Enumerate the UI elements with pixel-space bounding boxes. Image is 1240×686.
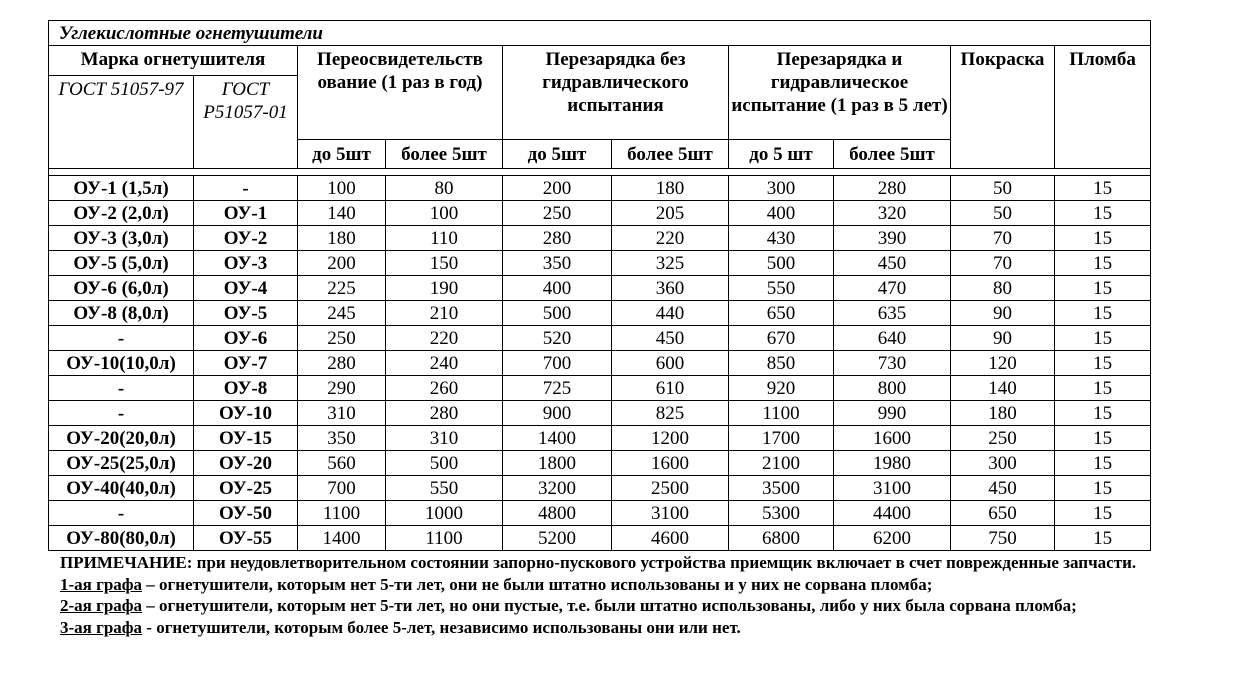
cell-price: 520	[503, 326, 612, 351]
cell-brand-gost1: ОУ-10(10,0л)	[49, 351, 194, 376]
cell-price: 450	[951, 476, 1055, 501]
subheader-cell: до 5шт	[503, 140, 612, 169]
cell-price: 250	[298, 326, 386, 351]
cell-price: 730	[834, 351, 951, 376]
cell-price: 80	[951, 276, 1055, 301]
cell-price: 50	[951, 176, 1055, 201]
cell-price: 15	[1055, 201, 1151, 226]
cell-brand-gost1: -	[49, 401, 194, 426]
cell-brand-gost2: ОУ-8	[194, 376, 298, 401]
cell-brand-gost2: ОУ-3	[194, 251, 298, 276]
cell-price: 750	[951, 526, 1055, 551]
cell-price: 50	[951, 201, 1055, 226]
cell-price: 15	[1055, 476, 1151, 501]
cell-price: 310	[298, 401, 386, 426]
cell-price: 190	[386, 276, 503, 301]
cell-price: 350	[503, 251, 612, 276]
cell-price: 550	[386, 476, 503, 501]
cell-price: 6200	[834, 526, 951, 551]
cell-price: 180	[951, 401, 1055, 426]
table-row	[49, 226, 1151, 251]
note-column-2	[60, 595, 1180, 617]
cell-price: 1100	[729, 401, 834, 426]
cell-price: 1980	[834, 451, 951, 476]
table-row	[49, 376, 1151, 401]
cell-price: 210	[386, 301, 503, 326]
cell-price: 850	[729, 351, 834, 376]
header-gost-1: ГОСТ 51057-97	[49, 76, 194, 169]
header-recharge-no-test: Перезарядка без гидравлического испытания	[503, 46, 729, 140]
cell-brand-gost1: ОУ-3 (3,0л)	[49, 226, 194, 251]
cell-price: 4800	[503, 501, 612, 526]
cell-price: 350	[298, 426, 386, 451]
cell-price: 260	[386, 376, 503, 401]
cell-price: 15	[1055, 376, 1151, 401]
cell-price: 290	[298, 376, 386, 401]
table-row	[49, 301, 1151, 326]
cell-brand-gost1: -	[49, 501, 194, 526]
note-column-1	[60, 574, 1180, 596]
cell-price: 560	[298, 451, 386, 476]
cell-price: 15	[1055, 401, 1151, 426]
cell-price: 280	[503, 226, 612, 251]
cell-price: 900	[503, 401, 612, 426]
cell-brand-gost1: ОУ-25(25,0л)	[49, 451, 194, 476]
cell-price: 90	[951, 326, 1055, 351]
table-row	[49, 401, 1151, 426]
cell-price: 300	[729, 176, 834, 201]
cell-brand-gost1: ОУ-80(80,0л)	[49, 526, 194, 551]
cell-price: 3100	[612, 501, 729, 526]
notes-block	[60, 552, 1180, 638]
cell-price: 450	[612, 326, 729, 351]
cell-price: 640	[834, 326, 951, 351]
cell-price: 1700	[729, 426, 834, 451]
cell-price: 140	[951, 376, 1055, 401]
note-column-1-label: 1-ая графа	[60, 574, 143, 594]
cell-price: 400	[729, 201, 834, 226]
cell-price: 300	[951, 451, 1055, 476]
cell-price: 450	[834, 251, 951, 276]
cell-price: 430	[729, 226, 834, 251]
cell-brand-gost2: ОУ-20	[194, 451, 298, 476]
cell-brand-gost2: ОУ-50	[194, 501, 298, 526]
cell-price: 550	[729, 276, 834, 301]
cell-brand-gost1: ОУ-8 (8,0л)	[49, 301, 194, 326]
cell-price: 140	[298, 201, 386, 226]
cell-brand-gost2: ОУ-15	[194, 426, 298, 451]
table-row	[49, 476, 1151, 501]
cell-price: 825	[612, 401, 729, 426]
cell-price: 1000	[386, 501, 503, 526]
cell-price: 15	[1055, 226, 1151, 251]
cell-price: 470	[834, 276, 951, 301]
cell-brand-gost1: ОУ-5 (5,0л)	[49, 251, 194, 276]
cell-price: 110	[386, 226, 503, 251]
cell-price: 500	[729, 251, 834, 276]
cell-brand-gost2: ОУ-7	[194, 351, 298, 376]
header-seal: Пломба	[1055, 46, 1151, 169]
cell-price: 3200	[503, 476, 612, 501]
cell-price: 15	[1055, 426, 1151, 451]
cell-price: 100	[386, 201, 503, 226]
cell-price: 1400	[298, 526, 386, 551]
cell-price: 3100	[834, 476, 951, 501]
cell-price: 240	[386, 351, 503, 376]
cell-price: 200	[298, 251, 386, 276]
header-gost-2: ГОСТ Р51057-01	[194, 76, 298, 169]
cell-price: 500	[386, 451, 503, 476]
table-title: Углекислотные огнетушители	[49, 21, 1151, 46]
cell-price: 5200	[503, 526, 612, 551]
header-spacer	[49, 169, 1151, 176]
cell-brand-gost1: ОУ-6 (6,0л)	[49, 276, 194, 301]
cell-price: 400	[503, 276, 612, 301]
cell-price: 5300	[729, 501, 834, 526]
cell-price: 320	[834, 201, 951, 226]
table-row	[49, 276, 1151, 301]
cell-brand-gost2: -	[194, 176, 298, 201]
cell-brand-gost1: ОУ-1 (1,5л)	[49, 176, 194, 201]
note-column-2-text: – огнетушители, которым нет 5-ти лет, но они пустые, т.е. были штатно использованы, либо у них была сорвана пломба;	[142, 596, 1077, 615]
cell-brand-gost2: ОУ-55	[194, 526, 298, 551]
cell-brand-gost2: ОУ-25	[194, 476, 298, 501]
cell-price: 180	[612, 176, 729, 201]
cell-price: 1100	[386, 526, 503, 551]
cell-price: 1600	[834, 426, 951, 451]
cell-price: 650	[729, 301, 834, 326]
cell-price: 220	[386, 326, 503, 351]
cell-price: 15	[1055, 501, 1151, 526]
cell-price: 700	[503, 351, 612, 376]
cell-price: 70	[951, 251, 1055, 276]
header-recharge-test: Перезарядка и гидравлическое испытание (1 раз в 5 лет)	[729, 46, 951, 140]
cell-brand-gost2: ОУ-4	[194, 276, 298, 301]
cell-brand-gost1: -	[49, 376, 194, 401]
note-column-1-text: – огнетушители, которым нет 5-ти лет, они не были штатно использованы и у них не сорвана пломба;	[142, 574, 933, 594]
cell-price: 280	[386, 401, 503, 426]
cell-brand-gost1: ОУ-40(40,0л)	[49, 476, 194, 501]
cell-price: 1400	[503, 426, 612, 451]
cell-price: 220	[612, 226, 729, 251]
cell-price: 200	[503, 176, 612, 201]
cell-price: 250	[951, 426, 1055, 451]
cell-brand-gost2: ОУ-10	[194, 401, 298, 426]
cell-price: 650	[951, 501, 1055, 526]
cell-price: 15	[1055, 176, 1151, 201]
header-recert: Переосвидетельств ование (1 раз в год)	[298, 46, 503, 140]
cell-price: 1200	[612, 426, 729, 451]
table-row	[49, 351, 1151, 376]
cell-price: 80	[386, 176, 503, 201]
note-column-2-label: 2-ая графа	[60, 596, 143, 615]
cell-price: 280	[298, 351, 386, 376]
cell-brand-gost1: ОУ-2 (2,0л)	[49, 201, 194, 226]
cell-price: 670	[729, 326, 834, 351]
price-table	[48, 20, 1151, 551]
cell-price: 70	[951, 226, 1055, 251]
table-row	[49, 201, 1151, 226]
cell-price: 725	[503, 376, 612, 401]
cell-price: 90	[951, 301, 1055, 326]
table-row	[49, 426, 1151, 451]
cell-price: 180	[298, 226, 386, 251]
cell-price: 800	[834, 376, 951, 401]
cell-price: 120	[951, 351, 1055, 376]
table-row	[49, 501, 1151, 526]
subheader-cell: до 5 шт	[729, 140, 834, 169]
table-row	[49, 451, 1151, 476]
table-row	[49, 251, 1151, 276]
cell-price: 15	[1055, 276, 1151, 301]
cell-price: 205	[612, 201, 729, 226]
table-row	[49, 526, 1151, 551]
cell-brand-gost2: ОУ-2	[194, 226, 298, 251]
cell-brand-gost2: ОУ-6	[194, 326, 298, 351]
cell-price: 500	[503, 301, 612, 326]
cell-price: 15	[1055, 251, 1151, 276]
cell-price: 6800	[729, 526, 834, 551]
cell-price: 325	[612, 251, 729, 276]
cell-brand-gost2: ОУ-1	[194, 201, 298, 226]
cell-price: 250	[503, 201, 612, 226]
cell-price: 600	[612, 351, 729, 376]
price-table-container	[48, 20, 1146, 551]
subheader-cell: более 5шт	[834, 140, 951, 169]
cell-price: 15	[1055, 451, 1151, 476]
table-row	[49, 176, 1151, 201]
cell-price: 440	[612, 301, 729, 326]
cell-price: 3500	[729, 476, 834, 501]
cell-price: 2100	[729, 451, 834, 476]
cell-price: 635	[834, 301, 951, 326]
cell-price: 15	[1055, 526, 1151, 551]
cell-price: 700	[298, 476, 386, 501]
note-column-3-text: - огнетушители, которым более 5-лет, независимо использованы они или нет.	[142, 617, 741, 637]
table-row	[49, 326, 1151, 351]
cell-price: 100	[298, 176, 386, 201]
subheader-cell: до 5шт	[298, 140, 386, 169]
cell-price: 310	[386, 426, 503, 451]
cell-price: 610	[612, 376, 729, 401]
cell-price: 390	[834, 226, 951, 251]
header-paint: Покраска	[951, 46, 1055, 169]
cell-price: 15	[1055, 301, 1151, 326]
header-brand: Марка огнетушителя	[49, 46, 298, 76]
cell-price: 15	[1055, 326, 1151, 351]
cell-price: 4600	[612, 526, 729, 551]
cell-brand-gost2: ОУ-5	[194, 301, 298, 326]
cell-price: 280	[834, 176, 951, 201]
note-remark: ПРИМЕЧАНИЕ: при неудовлетворительном состоянии запорно-пускового устройства приемщик включает в счет поврежденные запчасти.	[60, 553, 1137, 572]
note-column-3	[60, 617, 1180, 639]
cell-price: 15	[1055, 351, 1151, 376]
cell-brand-gost1: ОУ-20(20,0л)	[49, 426, 194, 451]
cell-price: 225	[298, 276, 386, 301]
cell-price: 1800	[503, 451, 612, 476]
cell-price: 150	[386, 251, 503, 276]
note-column-3-label: 3-ая графа	[60, 617, 143, 637]
cell-price: 245	[298, 301, 386, 326]
cell-price: 1100	[298, 501, 386, 526]
cell-price: 360	[612, 276, 729, 301]
cell-brand-gost1: -	[49, 326, 194, 351]
cell-price: 1600	[612, 451, 729, 476]
cell-price: 4400	[834, 501, 951, 526]
cell-price: 920	[729, 376, 834, 401]
subheader-cell: более 5шт	[386, 140, 503, 169]
cell-price: 990	[834, 401, 951, 426]
subheader-cell: более 5шт	[612, 140, 729, 169]
cell-price: 2500	[612, 476, 729, 501]
